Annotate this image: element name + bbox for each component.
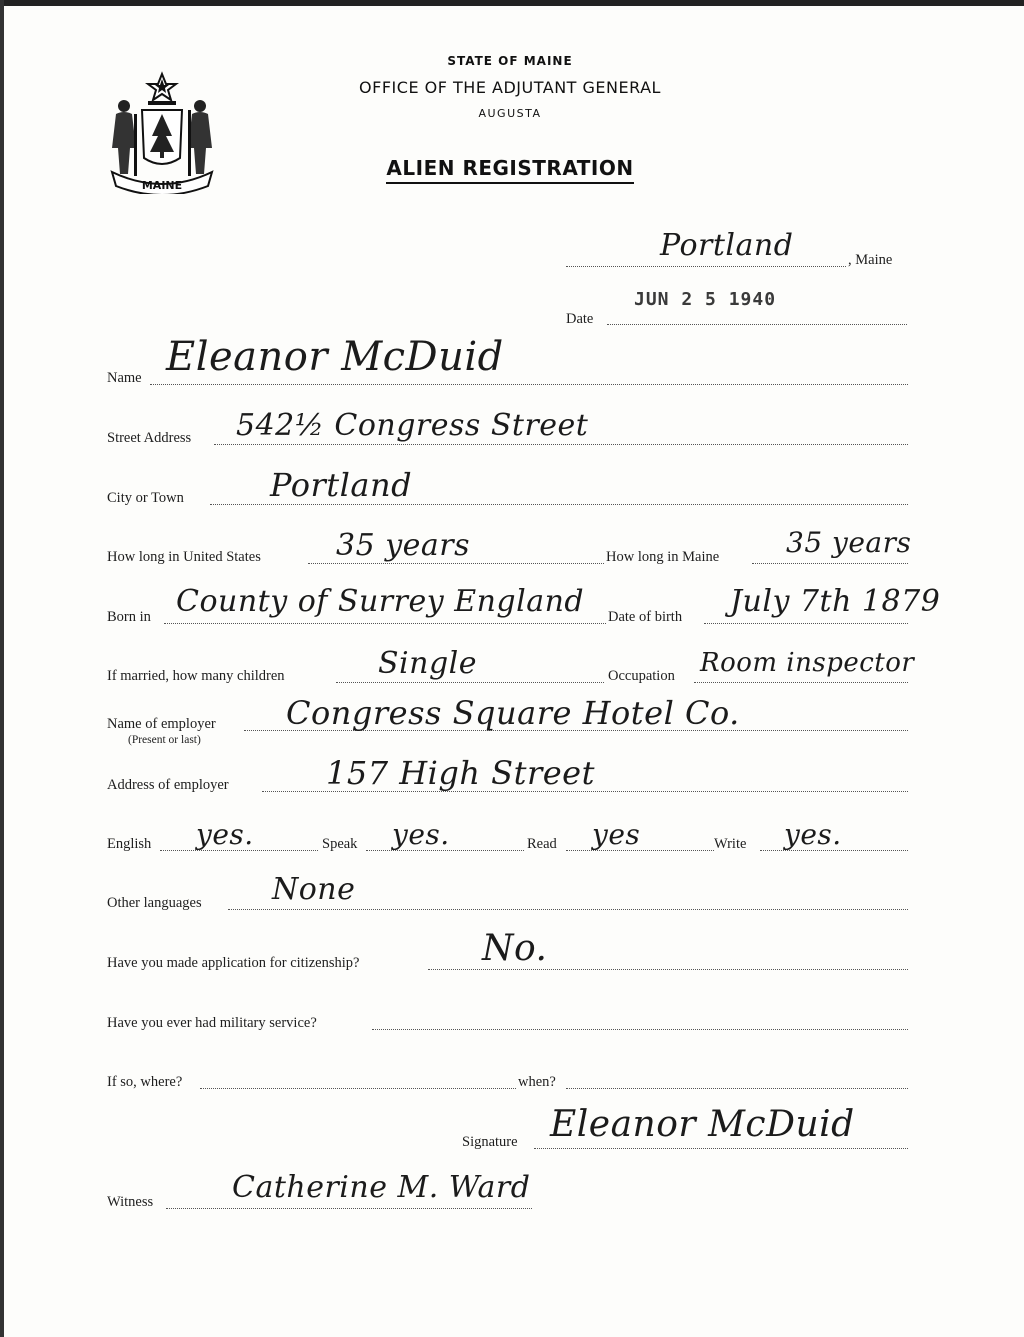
born-label: Born in [107, 609, 151, 625]
write-label: Write [714, 836, 747, 852]
street-value[interactable]: 542½ Congress Street [236, 408, 589, 443]
occupation-value[interactable]: Room inspector [700, 648, 915, 678]
employer-address-label: Address of employer [107, 777, 229, 793]
name-label: Name [107, 370, 142, 386]
maine-years-line [752, 563, 908, 564]
street-line [214, 444, 908, 445]
scan-edge-left [0, 0, 4, 1337]
where-label: If so, where? [107, 1074, 183, 1090]
us-years-line [308, 563, 604, 564]
read-label: Read [527, 836, 557, 852]
place-line [566, 266, 846, 267]
date-line [607, 324, 907, 325]
witness-value[interactable]: Catherine M. Ward [232, 1170, 531, 1205]
witness-line [166, 1208, 532, 1209]
read-value[interactable]: yes [592, 818, 641, 851]
scan-edge-top [0, 0, 1024, 6]
write-value[interactable]: yes. [784, 818, 842, 851]
military-line [372, 1029, 908, 1030]
header-city: AUGUSTA [478, 107, 542, 120]
employer-value[interactable]: Congress Square Hotel Co. [286, 694, 740, 732]
us-years-value[interactable]: 35 years [336, 528, 471, 563]
military-label: Have you ever had military service? [107, 1015, 317, 1031]
place-label: , Maine [848, 252, 893, 268]
maine-years-label: How long in Maine [606, 549, 720, 565]
employer-address-value[interactable]: 157 High Street [326, 754, 595, 792]
dob-line [704, 623, 908, 624]
born-line [164, 623, 606, 624]
signature-label: Signature [462, 1134, 518, 1150]
date-stamp: JUN 2 5 1940 [634, 289, 777, 310]
occupation-label: Occupation [608, 668, 675, 684]
city-value[interactable]: Portland [270, 466, 413, 504]
citizenship-label: Have you made application for citizenship? [107, 955, 360, 971]
when-line [566, 1088, 908, 1089]
where-line [200, 1088, 516, 1089]
english-label: English [107, 836, 152, 852]
children-label: If married, how many children [107, 668, 285, 684]
when-label: when? [518, 1074, 556, 1090]
speak-label: Speak [322, 836, 358, 852]
dob-value[interactable]: July 7th 1879 [730, 584, 941, 619]
other-languages-label: Other languages [107, 895, 202, 911]
place-value[interactable]: Portland [660, 228, 794, 263]
signature-value[interactable]: Eleanor McDuid [550, 1104, 855, 1145]
other-languages-value[interactable]: None [272, 872, 356, 907]
english-value[interactable]: yes. [196, 818, 254, 851]
citizenship-line [428, 969, 908, 970]
form-title-text: ALIEN REGISTRATION [386, 156, 633, 184]
maine-years-value[interactable]: 35 years [786, 526, 912, 559]
state-seal-icon [108, 70, 216, 194]
street-label: Street Address [107, 430, 192, 446]
citizenship-value[interactable]: No. [482, 928, 548, 969]
other-languages-line [228, 909, 908, 910]
witness-label: Witness [107, 1194, 154, 1210]
us-years-label: How long in United States [107, 549, 261, 565]
signature-line [534, 1148, 908, 1149]
name-value[interactable]: Eleanor McDuid [166, 334, 504, 380]
born-value[interactable]: County of Surrey England [176, 584, 585, 619]
seal-ribbon-text: MAINE [141, 179, 183, 192]
header-state: STATE OF MAINE [447, 54, 573, 68]
date-label: Date [566, 311, 594, 327]
children-line [336, 682, 604, 683]
dob-label: Date of birth [608, 609, 683, 625]
city-line [210, 504, 908, 505]
employer-label: Name of employer [107, 716, 216, 732]
city-label: City or Town [107, 490, 184, 506]
name-line [150, 384, 908, 385]
form-title [260, 156, 760, 180]
occupation-line [694, 682, 908, 683]
children-value[interactable]: Single [378, 646, 478, 681]
header-office: OFFICE OF THE ADJUTANT GENERAL [359, 78, 661, 97]
speak-value[interactable]: yes. [392, 818, 450, 851]
employer-sublabel: (Present or last) [128, 734, 201, 746]
